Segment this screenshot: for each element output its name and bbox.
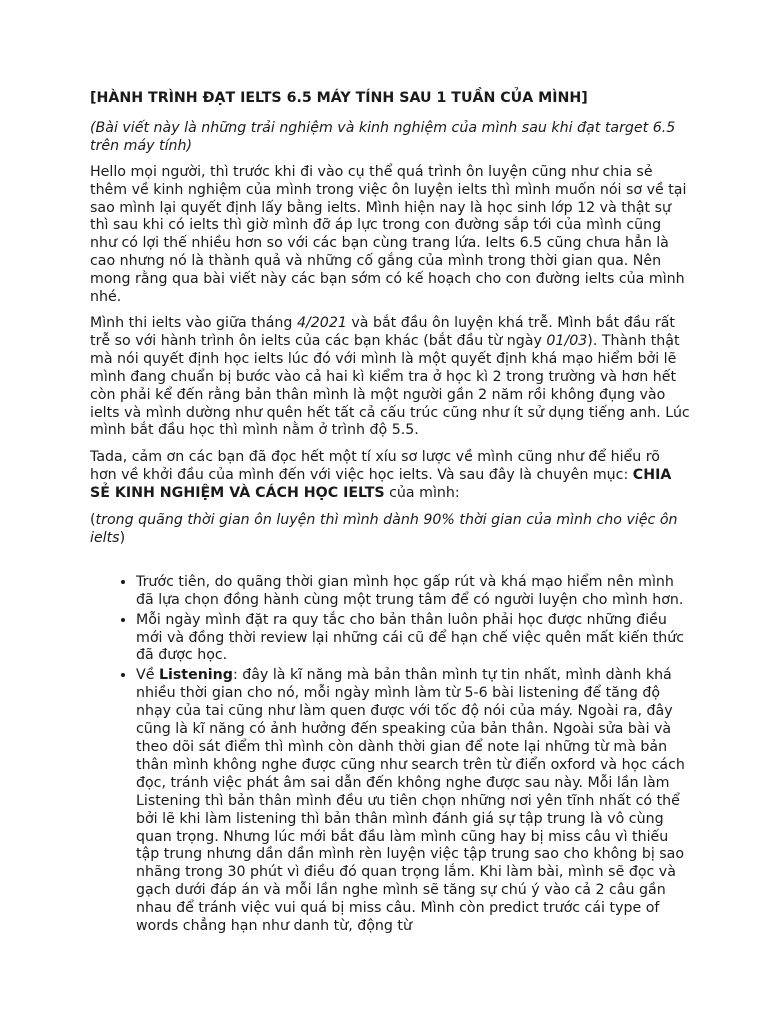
- listening-text: : đây là kĩ năng mà bản thân mình tự tin nhất, mình dành khá nhiều thời gian cho nó, mỗi ngày mình làm từ 5-6 bài listening để tăng độ nhạy của tai cũng như làm quen được với tốc độ nói của máy. Ngoài ra, đây cũng là kĩ năng có ảnh hưởng đến speaking của bản thân. Ngoài sửa bài và theo dõi sát điểm thì mình còn dành thời gian để note lại những từ mà bản thân mình không nghe được cũng như search trên từ điển oxford và học cách đọc, tránh việc phát âm sai dẫn đến không nghe được sau này. Mỗi lần làm Listening thì bản thân mình đều ưu tiên chọn những nơi yên tĩnh nhất có thể bởi lẽ khi làm listening thì bản thân mình đánh giá sự tập trung là vô cùng quan trọng. Nhưng lúc mới bắt đầu làm mình cũng hay bị miss câu vì thiếu tập trung nhưng dần dần mình rèn luyện việc tập trung sao cho không bị sao nhãng trong 30 phút vì điều đó quan trọng lắm. Khi làm bài, mình sẽ đọc và gạch dưới đáp án và mỗi lần nghe mình sẽ tăng sự chú ý vào cả 2 câu gần nhau để tránh việc vui quá bị miss câu. Mình còn predict trước cái type of words chẳng hạn như danh từ, động từ: [136, 667, 685, 935]
- listening-prefix: Về: [136, 667, 159, 684]
- list-item: • Trước tiên, do quãng thời gian mình học gấp rút và khá mạo hiểm nên mình đã lựa chọn đồng hành cùng một trung tâm để có người luyện cho mình hơn.: [136, 574, 690, 610]
- time-note: [90, 512, 690, 548]
- document-page: [90, 90, 690, 938]
- intro-note: (Bài viết này là những trải nghiệm và kinh nghiệm của mình sau khi đạt target 6.5 trên máy tính): [90, 119, 676, 154]
- section-heading-inline: CHIA SẺ KINH NGHIỆM VÀ CÁCH HỌC IELTS: [90, 467, 672, 502]
- document-title: [HÀNH TRÌNH ĐẠT IELTS 6.5 MÁY TÍNH SAU 1 TUẦN CỦA MÌNH]: [90, 90, 588, 106]
- paragraph-timeline-text-3: ). Thành thật mà nói quyết định học ielts lúc đó với mình là một quyết định khá mạo hiểm bởi lẽ mình đang chuẩn bị bước vào cả hai kì kiểm tra ở học kì 2 trong trường và hơn hết còn phải kể đến rằng bản thân mình là một người gần 2 năm rồi không đụng vào ielts và mình dường như quên hết tất cả cấu trúc cũng như ít sử dụng tiếng anh. Lúc mình bắt đầu học thì mình nằm ở trình độ 5.5.: [90, 332, 690, 439]
- paragraph-introduction: Hello mọi người, thì trước khi đi vào cụ thể quá trình ôn luyện cũng như chia sẻ thêm về kinh nghiệm của mình trong việc ôn luyện ielts thì mình muốn nói sơ về tại sao mình lại quyết định lấy bằng ielts. Mình hiện nay là học sinh lớp 12 và thật sự thì sau khi có ielts thì giờ mình đỡ áp lực trong con đường sắp tới của mình cũng như có lợi thế nhiều hơn so với các bạn cùng trang lứa. Ielts 6.5 cũng chưa hẳn là cao nhưng nó là thành quả và những cố gắng của mình trong thời gian qua. Nên mong rằng qua bài viết này các bạn sớm có kế hoạch cho con đường ielts của mình nhé.: [90, 163, 687, 306]
- paragraph-transition: [90, 449, 690, 503]
- time-note-text: trong quãng thời gian ôn luyện thì mình dành 90% thời gian của mình cho việc ôn ielts: [90, 512, 678, 546]
- time-note-close: ): [119, 529, 126, 546]
- paragraph-timeline-text-2: và bắt đầu ôn luyện khá trễ. Mình bắt đầu rất trễ so với hành trình ôn ielts của các bạn khác (bắt đầu từ ngày: [90, 314, 675, 349]
- paragraph-transition-text-2: của mình:: [384, 485, 460, 502]
- start-date: 01/03: [546, 332, 588, 349]
- exam-date: 4/2021: [296, 314, 347, 331]
- time-note-open: (: [90, 512, 96, 529]
- paragraph-timeline: [90, 315, 690, 440]
- listening-label: Listening: [158, 667, 233, 684]
- paragraph-timeline-text-1: Mình thi ielts vào giữa tháng: [90, 314, 297, 331]
- paragraph-transition-text-1: Tada, cảm ơn các bạn đã đọc hết một tí xíu sơ lược về mình cũng như để hiểu rõ hơn về khởi đầu của mình đến với việc học ielts. Và sau đây là chuyên mục:: [90, 449, 660, 484]
- list-item: • Mỗi ngày mình đặt ra quy tắc cho bản thân luôn phải học được những điều mới và đồng thời review lại những cái cũ để hạn chế việc quên mất kiến thức đã được học.: [136, 612, 690, 666]
- tips-list: [90, 574, 690, 936]
- list-item: [136, 667, 690, 936]
